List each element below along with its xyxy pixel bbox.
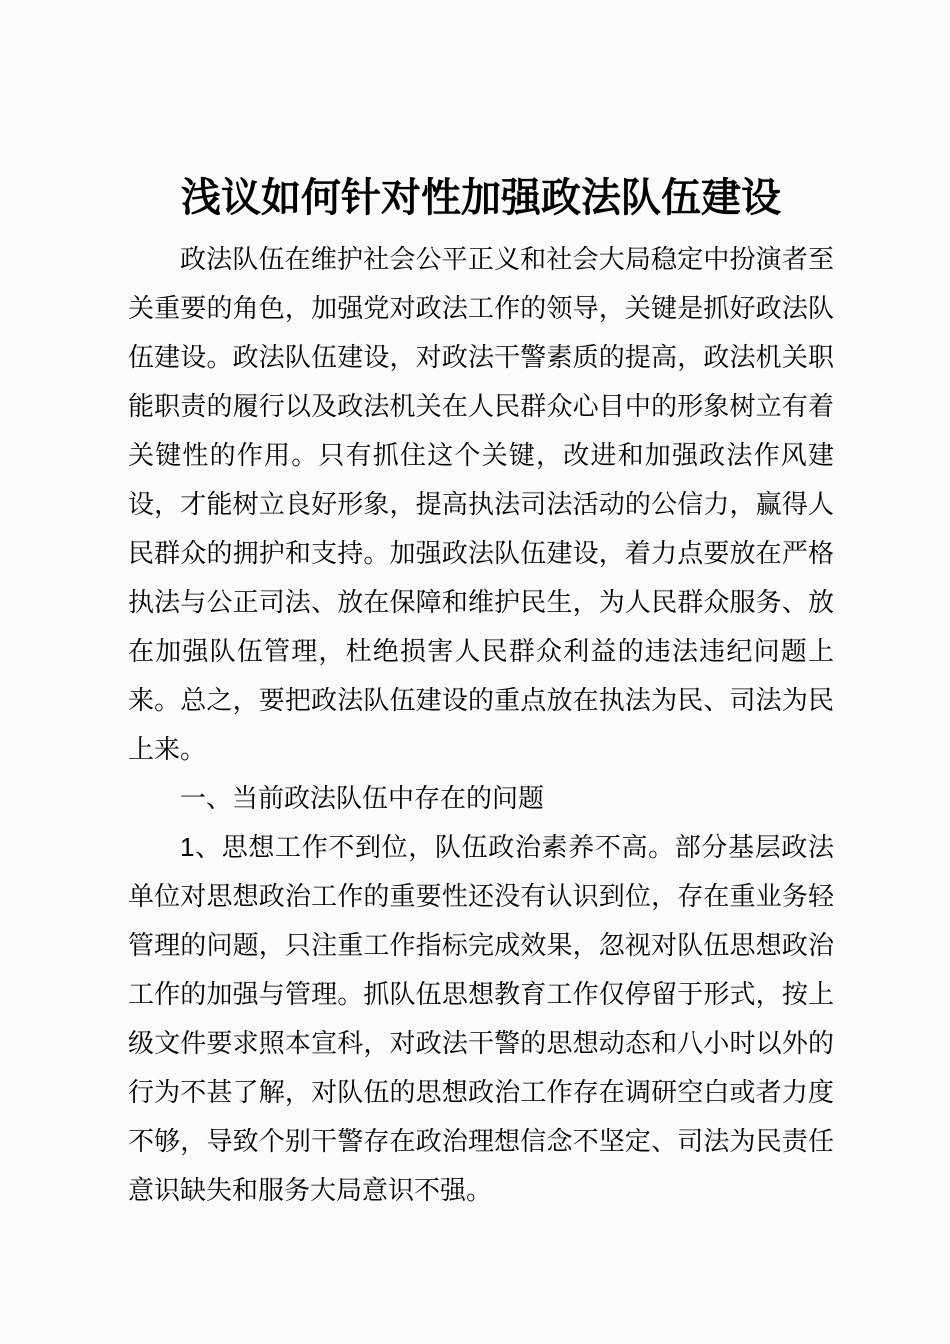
document-title: 浅议如何针对性加强政法队伍建设 [181,175,781,220]
section-heading-1: 一、当前政法队伍中存在的问题 [180,783,545,813]
paragraph-problem-1: 1、思想工作不到位，队伍政治素养不高。部分基层政法单位对思想政治工作的重要性还没有认识到位，存在重业务轻管理的问题，只注重工作指标完成效果，忽视对队伍思想政治工作的加强与管理。抓队伍思想教育工作仅停留于形式，按上级文件要求照本宣科，对政法干警的思想动态和八小时以外的行为不甚了解，对队伍的思想政治工作存在调研空白或者力度不够，导致个别干警存在政治理想信念不坚定、司法为民责任意识缺失和服务大局意识不强。 [128,832,834,1205]
paragraph-intro: 政法队伍在维护社会公平正义和社会大局稳定中扮演者至关重要的角色，加强党对政法工作的领导，关键是抓好政法队伍建设。政法队伍建设，对政法干警素质的提高，政法机关职能职责的履行以及政法机关在人民群众心目中的形象树立有着关键性的作用。只有抓住这个关键，改进和加强政法作风建设，才能树立良好形象，提高执法司法活动的公信力，赢得人民群众的拥护和支持。加强政法队伍建设，着力点要放在严格执法与公正司法、放在保障和维护民生，为人民群众服务、放在加强队伍管理，杜绝损害人民群众利益的违法违纪问题上来。总之，要把政法队伍建设的重点放在执法为民、司法为民上来。 [128,244,834,764]
